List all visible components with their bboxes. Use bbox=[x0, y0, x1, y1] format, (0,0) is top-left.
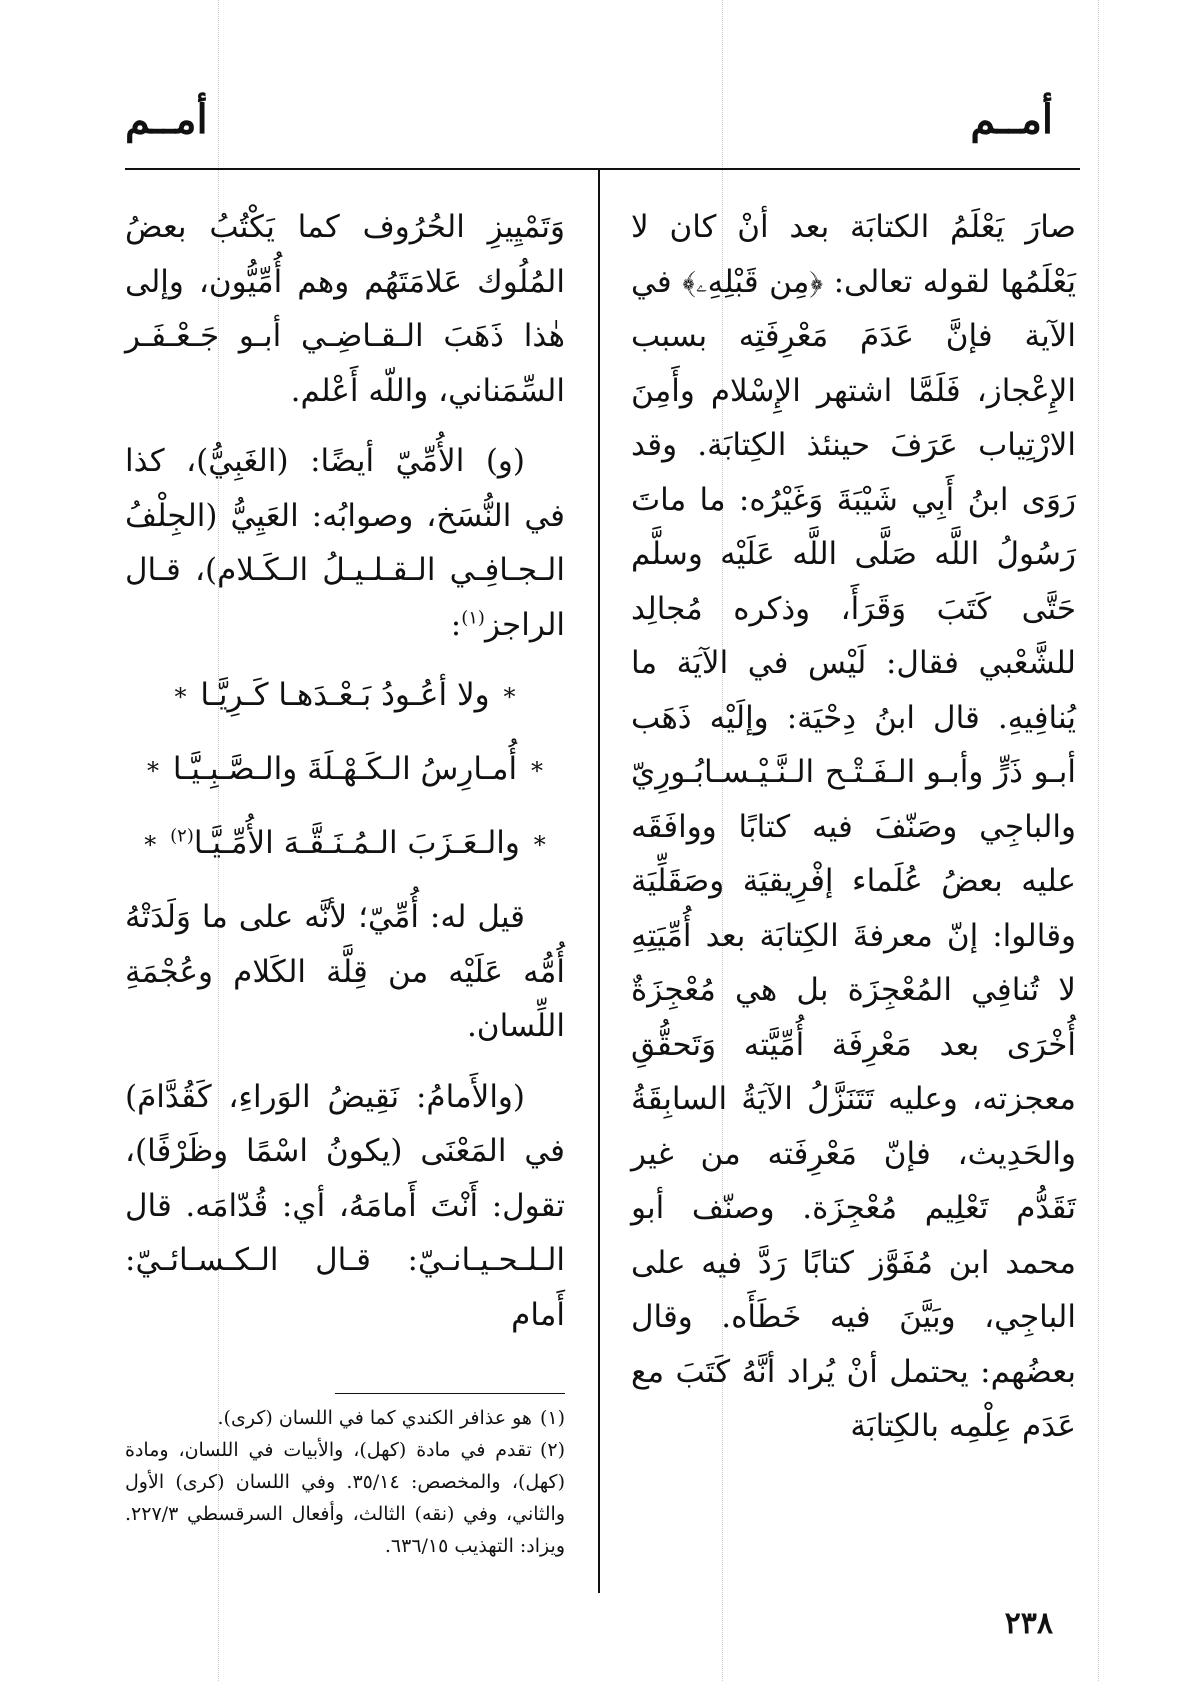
verse-line-3 bbox=[125, 814, 565, 874]
running-header-right: أمــم bbox=[970, 96, 1053, 143]
verse-text-3: والـعَـزَبَ الـمُـنَـقَّـهَ الأُمِّـيَّـا bbox=[193, 825, 520, 861]
verse-star: * bbox=[530, 757, 543, 785]
footnote-ref-1: (١) bbox=[461, 607, 485, 629]
footnote-2 bbox=[125, 1434, 565, 1562]
footnote-text: هو عذافر الكندي كما في اللسان (كرى). bbox=[217, 1407, 532, 1429]
footnote-ref-2: (٢) bbox=[170, 825, 194, 847]
right-paragraph-1: صارَ يَعْلَمُ الكتابَة بعد أنْ كان لا يَعْلَمُها لقوله تعالى: ﴿مِن قَبْلِهِۦ﴾ في الآية فإنَّ عَدَمَ مَعْرِفَتِه بسبب الإِعْجاز، فَلَمَّا اشتهر الإِسْلام وأَمِنَ الارْتِياب عَرَفَ حينئذ الكِتابَة. وقد رَوَى ابنُ أَبِي شَيْبَةَ وَغَيْرُه: ما ماتَ رَسُولُ اللَّه صَلَّى اللَّه عَلَيْه وسلَّم حَتَّى كَتَبَ وَقَرَأَ، وذكره مُجالِد للشَّعْبي فقال: لَيْس في الآيَة ما يُنافِيهِ. قال ابنُ دِحْيَة: وإلَيْه ذَهَب أبـو ذَرٍّ وأبـو الـفَـتْـح الـنَّـيْـسـابُـورِيّ والباجِي وصَنّفَ فيه كتابًا ووافَقَه عليه بعضُ عُلَماء إفْرِيقيَة وصَقَلِّيَة وقالوا: إنّ معرفةَ الكِتابَة بعد أُمِّيَتِهِ لا تُنافِي المُعْجِزَة بل هي مُعْجِزَةٌ أُخْرَى بعد مَعْرِفَة أُمِّيَّته وَتَحقُّقِ معجزته، وعليه تَتَنَزَّلُ الآيَةُ السابِقَةُ والحَدِيث، فإنّ مَعْرِفَته من غير تَقَدُّم تَعْلِيم مُعْجِزَة. وصنّف أبو محمد ابن مُفَوَّز كتابًا رَدَّ فيه على الباجِي، وبَيَّنَ فيه خَطَأَه. وقال بعضُهم: يحتمل أنْ يُراد أنَّهُ كَتَبَ مع عَدَم عِلْمِه بالكِتابَة bbox=[631, 209, 1076, 1444]
left-paragraph-2-text: (و) الأُمِّيّ أيضًا: (الغَبِيُّ)، كذا في النُّسَخ، وصوابُه: العَيِيُّ (الجِلْفُ الـجـافِـي الـقـلـيـلُ الـكَـلام)، قـال الراجز bbox=[125, 443, 565, 643]
verse-line-2 bbox=[125, 740, 565, 800]
column-divider bbox=[598, 168, 600, 1593]
scan-guide-line bbox=[1098, 0, 1099, 1681]
left-paragraph-3: قيل له: أُمِّيّ؛ لأنَّه على ما وَلَدَتْهُ أُمُّه عَلَيْه من قِلَّة الكَلام وعُجْمَةِ اللِّسان. bbox=[125, 899, 565, 1044]
left-paragraph-2-colon: : bbox=[450, 606, 462, 643]
footnote-number: (١) bbox=[539, 1407, 565, 1429]
header-rule bbox=[125, 168, 1080, 170]
footnote-number: (٢) bbox=[539, 1439, 565, 1461]
page-number: ٢٣٨ bbox=[1004, 1606, 1053, 1641]
footnote-rule bbox=[335, 1393, 565, 1394]
footnotes bbox=[125, 1402, 565, 1562]
verse-star: * bbox=[533, 831, 546, 859]
left-paragraph-2 bbox=[125, 434, 565, 652]
verse-text-1: ولا أعُـودُ بَـعْـدَهـا كَـرِيَّـا bbox=[200, 677, 490, 713]
verse-text-2: أُمـارِسُ الـكَـهْـلَةَ والـصَّـبِـيَّـا bbox=[172, 751, 518, 787]
verse-star: * bbox=[503, 683, 516, 711]
verse-line-1 bbox=[125, 666, 565, 726]
verse-star: * bbox=[144, 831, 157, 859]
verse-star: * bbox=[174, 683, 187, 711]
left-paragraph-4: (والأَمامُ: نَقِيضُ الوَراءِ، كَقُدَّامَ) في المَعْنَى (يكونُ اسْمًا وظَرْفًا)، تقول: أَنْتَ أَمامَهُ، أي: قُدّامَه. قال الـلـحـيـانـيّ: قـال الـكـسـائـيّ: أَمام bbox=[125, 1078, 565, 1333]
running-header-left: أمــم bbox=[125, 96, 208, 143]
footnote-1 bbox=[125, 1402, 565, 1434]
right-column bbox=[631, 200, 1076, 1454]
footnote-text: تقدم في مادة (كهل)، والأبيات في اللسان، ومادة (كهل)، والمخصص: ٣٥/١٤. وفي اللسان (كرى) الأول والثاني، وفي (نقه) الثالث، وأفعال السرقسطي ٢٢٧/٣. ويزاد: التهذيب ٦٣٦/١٥. bbox=[125, 1439, 565, 1557]
verse-star: * bbox=[147, 757, 159, 785]
left-column bbox=[125, 200, 565, 1342]
left-paragraph-1: وَتَمْيِيزِ الحُرُوف كما يَكْتُبُ بعضُ المُلُوك عَلامَتَهُم وهم أُمِّيُّون، وإلى هٰذا ذَهَبَ الـقـاضِـي أبـو جَـعْـفَـر السِّمَناني، واللّه أَعْلم. bbox=[125, 209, 565, 409]
